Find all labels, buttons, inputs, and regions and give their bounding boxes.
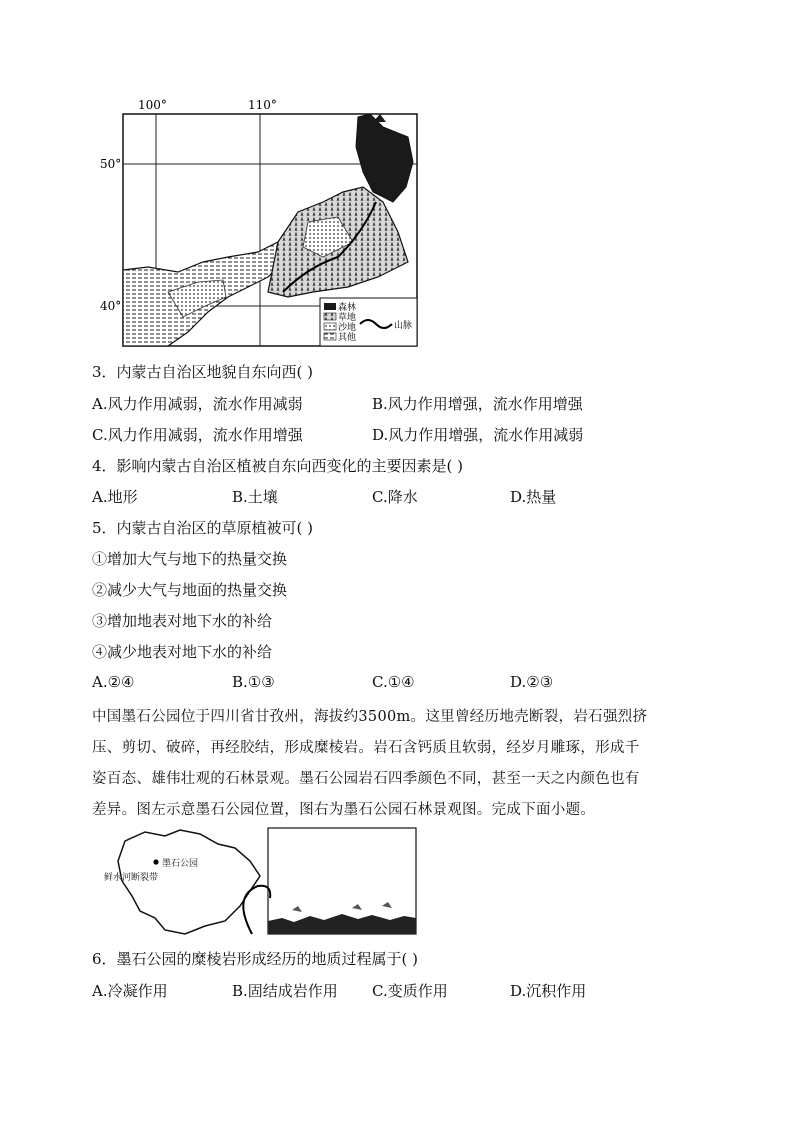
q3-option-b[interactable]: B.风力作用增强，流水作用增强 [372, 395, 583, 413]
passage-line-3: 姿百态、雄伟壮观的石林景观。墨石公园岩石四季颜色不同，甚至一天之内颜色也有 [92, 771, 640, 787]
legend-sand-swatch [324, 323, 336, 330]
fault-label: 鲜水河断裂带 [104, 873, 159, 883]
stone-forest-photo [232, 826, 420, 938]
q6-option-b[interactable]: B.固结成岩作用 [232, 982, 338, 1000]
legend-forest: 森林 [338, 303, 357, 313]
legend-sand: 沙地 [338, 323, 357, 333]
q4-option-a[interactable]: A.地形 [92, 488, 138, 506]
q4-option-c[interactable]: C.降水 [372, 488, 418, 506]
legend-other-swatch [324, 333, 336, 340]
lon-label-100: 100° [138, 98, 167, 112]
park-label: 墨石公园 [162, 859, 199, 869]
q6-option-c[interactable]: C.变质作用 [372, 982, 448, 1000]
q3-option-a[interactable]: A.风力作用减弱，流水作用减弱 [92, 395, 303, 413]
q6-option-a[interactable]: A.冷凝作用 [92, 982, 168, 1000]
legend-forest-swatch [324, 303, 336, 310]
q5-item-3: ③增加地表对地下水的补给 [92, 612, 273, 630]
passage-line-2: 压、剪切、破碎，再经胶结，形成糜棱岩。岩石含钙质且软弱，经岁月雕琢，形成千 [92, 740, 640, 756]
q4-option-b[interactable]: B.土壤 [232, 488, 278, 506]
legend-other: 其他 [338, 333, 357, 343]
inner-mongolia-map [100, 92, 428, 350]
q5-item-2: ②减少大气与地面的热量交换 [92, 581, 288, 599]
legend-grass: 草地 [338, 313, 357, 323]
q4-option-d[interactable]: D.热量 [510, 488, 557, 506]
q6-option-d[interactable]: D.沉积作用 [510, 982, 587, 1000]
passage-line-4: 差异。图左示意墨石公园位置，图右为墨石公园石林景观图。完成下面小题。 [92, 802, 596, 818]
legend-mountain: 山脉 [394, 321, 413, 331]
q5-item-1: ①增加大气与地下的热量交换 [92, 550, 288, 568]
q6-stem: 6．墨石公园的糜棱岩形成经历的地质过程属于( ) [92, 950, 419, 968]
q3-stem: 3．内蒙古自治区地貌自东向西( ) [92, 363, 314, 381]
q5-option-b[interactable]: B.①③ [232, 673, 275, 691]
q5-option-d[interactable]: D.②③ [510, 673, 554, 691]
q5-option-a[interactable]: A.②④ [92, 673, 135, 691]
q5-stem: 5．内蒙古自治区的草原植被可( ) [92, 519, 314, 537]
lat-label-50: 50° [100, 157, 122, 171]
q4-stem: 4．影响内蒙古自治区植被自东向西变化的主要因素是( ) [92, 457, 464, 475]
q5-item-4: ④减少地表对地下水的补给 [92, 643, 273, 661]
legend-grass-swatch [324, 313, 336, 320]
q3-option-c[interactable]: C.风力作用减弱，流水作用增强 [92, 426, 303, 444]
q5-option-c[interactable]: C.①④ [372, 673, 415, 691]
passage-line-1: 中国墨石公园位于四川省甘孜州，海拔约3500m。这里曾经历地壳断裂，岩石强烈挤 [92, 709, 648, 725]
lon-label-110: 110° [248, 98, 277, 112]
q3-option-d[interactable]: D.风力作用增强，流水作用减弱 [372, 426, 584, 444]
lat-label-40: 40° [100, 299, 122, 313]
